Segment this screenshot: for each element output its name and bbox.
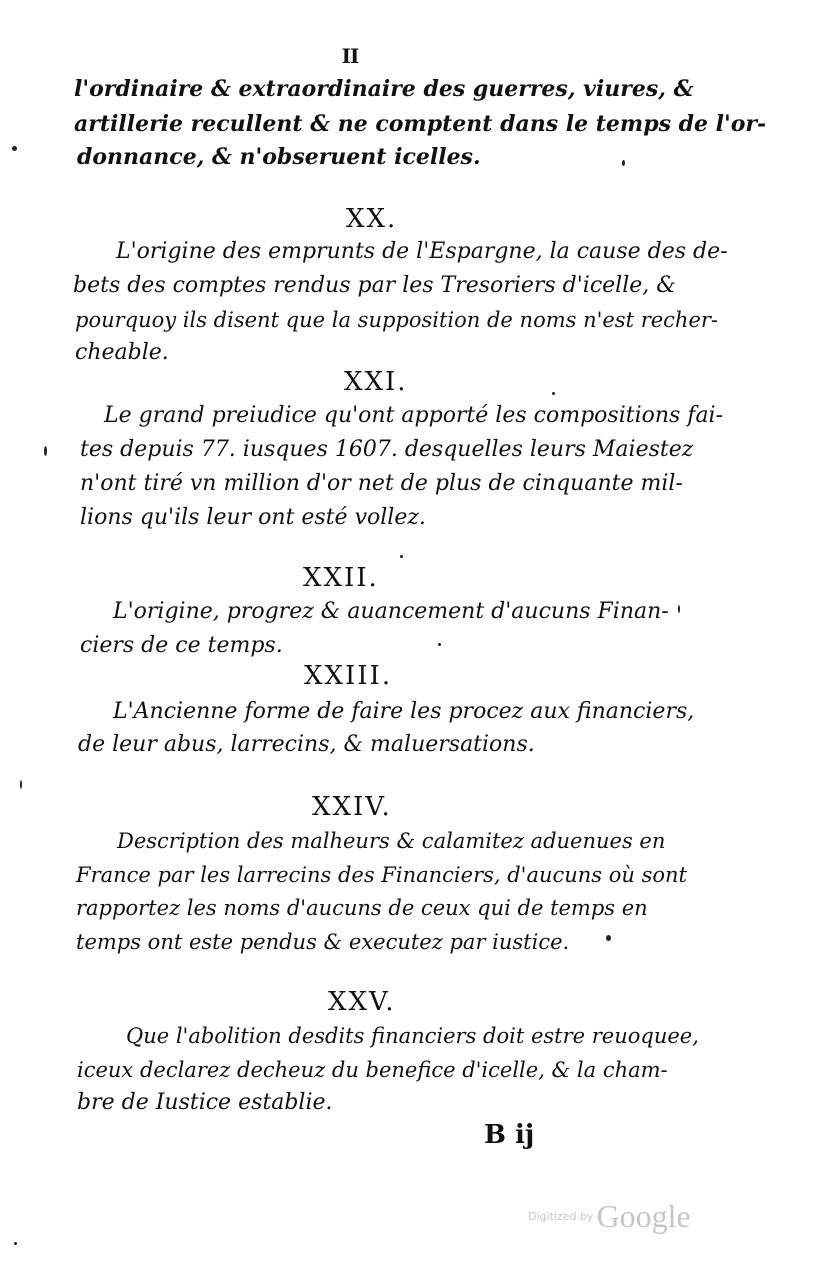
- signature-mark: B ij: [484, 1120, 535, 1150]
- scan-speck: [400, 555, 403, 558]
- section-xxi-line-3: n'ont tiré vn million d'or net de plus de cinquante mil-: [80, 471, 683, 496]
- watermark-logo-text: Google: [596, 1198, 691, 1234]
- section-xx-line-3: pourquoy ils disent que la supposition de noms n'est recher-: [75, 308, 719, 332]
- section-xxiii-line-2: de leur abus, larrecins, & maluersations.: [78, 732, 535, 757]
- section-heading-xxi: XXI.: [344, 367, 408, 397]
- section-xxiv-line-2: France par les larrecins des Financiers, d'aucuns où sont: [76, 863, 687, 887]
- scan-speck: [14, 1242, 17, 1245]
- section-xx-line-2: bets des comptes rendus par les Tresoriers d'icelle, &: [73, 273, 676, 298]
- watermark-small-text: Digitized by: [528, 1210, 594, 1223]
- section-xxv-line-2: iceux declarez decheuz du benefice d'icelle, & la cham-: [77, 1058, 668, 1082]
- scan-speck: [44, 446, 47, 456]
- intro-line-1: l'ordinaire & extraordinaire des guerres, viures, &: [74, 76, 694, 102]
- section-xxii-line-2: ciers de ce temps.: [80, 633, 283, 658]
- section-heading-xxiii: XXIII.: [304, 661, 393, 691]
- section-xxi-line-4: lions qu'ils leur ont esté vollez.: [80, 505, 426, 530]
- section-xxi-line-1: Le grand preiudice qu'ont apporté les compositions fai-: [104, 403, 724, 428]
- section-xxiii-line-1: L'Ancienne forme de faire les procez aux financiers,: [113, 699, 695, 724]
- intro-line-3: donnance, & n'obseruent icelles.: [77, 144, 481, 170]
- section-heading-xx: XX.: [346, 204, 398, 234]
- page-folio: II: [341, 44, 359, 68]
- section-xxiv-line-3: rapportez les noms d'aucuns de ceux qui de temps en: [76, 896, 648, 920]
- scan-speck: [622, 160, 625, 166]
- intro-line-2: artillerie recullent & ne comptent dans le temps de l'or-: [74, 111, 767, 137]
- section-xxv-line-3: bre de Iustice establie.: [77, 1090, 333, 1115]
- section-xxiv-line-1: Description des malheurs & calamitez aduenues en: [117, 829, 666, 853]
- section-xxiv-line-4: temps ont este pendus & executez par iustice.: [76, 930, 570, 954]
- section-xxi-line-2: tes depuis 77. iusques 1607. desquelles leurs Maiestez: [80, 437, 694, 462]
- scan-speck: [678, 605, 680, 613]
- scan-speck: [12, 146, 17, 151]
- scan-speck: [606, 935, 611, 941]
- section-heading-xxiv: XXIV.: [312, 792, 392, 822]
- scan-speck: [438, 643, 441, 646]
- section-xxv-line-1: Que l'abolition desdits financiers doit estre reuoquee,: [126, 1024, 699, 1048]
- digitized-watermark: [528, 1198, 691, 1235]
- section-xx-line-1: L'origine des emprunts de l'Espargne, la cause des de-: [116, 239, 728, 264]
- scan-speck: [552, 392, 555, 395]
- section-heading-xxv: XXV.: [328, 987, 396, 1017]
- section-heading-xxii: XXII.: [303, 563, 379, 593]
- section-xx-line-4: cheable.: [75, 340, 169, 365]
- scan-speck: [20, 780, 22, 789]
- section-xxii-line-1: L'origine, progrez & auancement d'aucuns Finan-: [113, 599, 669, 624]
